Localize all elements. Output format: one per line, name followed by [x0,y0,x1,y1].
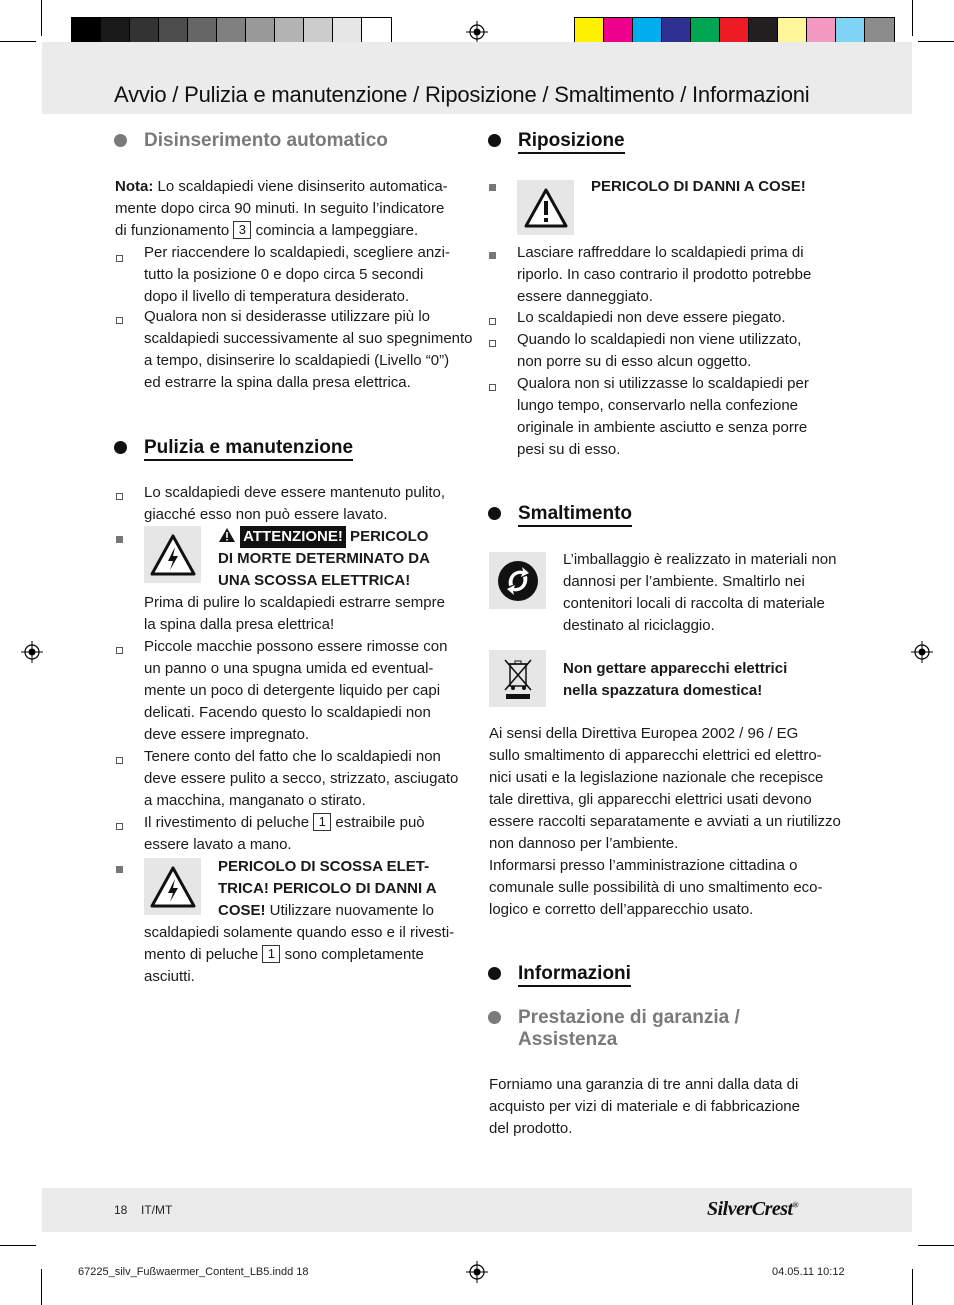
list-bullet [116,493,123,500]
heading-pulizia: Pulizia e manutenzione [144,437,353,459]
registration-mark-icon [466,21,488,43]
packaging-paragraph: L’imballaggio è realizzato in materiali non dannosi per l’ambiente. Smaltirlo nei contenitori locali di raccolta di materiale destinato al riciclaggio. [563,551,837,634]
page-title: Avvio / Pulizia e manutenzione / Riposizione / Smaltimento / Informazioni [114,82,810,107]
heading-smaltimento: Smaltimento [518,503,632,525]
crop-mark [912,0,913,36]
warning-triangle-icon [218,527,236,543]
brand-logo: SilverCrest® [707,1198,799,1220]
ref-number: 1 [262,945,280,963]
list-bullet-filled [116,866,123,873]
crop-mark [918,41,954,42]
crop-mark [41,0,42,36]
heading-disinserimento: Disinserimento automatico [144,130,388,152]
list-bullet [489,340,496,347]
warning-heading: PERICOLO DI SCOSSA ELET- TRICA! PERICOLO DI DANNI A COSE! Utilizzare nuovamente lo [218,858,437,919]
list-bullet [116,317,123,324]
crossed-bin-icon [489,650,546,707]
slug-filename: 67225_silv_Fußwaermer_Content_LB5.indd 18 [78,1266,309,1278]
weee-warning: Non gettare apparecchi elettrici nella spazzatura domestica! [563,660,788,699]
page-number: 18 [114,1203,128,1217]
crop-mark [41,1269,42,1305]
list-bullet-filled [489,252,496,259]
language-code: IT/MT [141,1203,173,1217]
list-bullet-filled [116,536,123,543]
list-bullet [116,757,123,764]
list-item: Per riaccendere lo scaldapiedi, scegliere anzi- tutto la posizione 0 e dopo circa 5 secondi dopo il livello di temperatura desiderato. [144,244,450,305]
green-dot-recycling-icon [489,552,546,609]
slug-datetime: 04.05.11 10:12 [772,1266,845,1278]
list-item: Piccole macchie possono essere rimosse con un panno o una spugna umida ed eventual- mente un poco di detergente liquido per capi delicati. Facendo questo lo scaldapiedi non deve essere impregnato. [144,638,448,743]
warning-body: scaldapiedi solamente quando esso e il rivesti- mento di peluche 1 sono completamente asciutti. [144,924,455,985]
heading-garanzia: Prestazione di garanzia / Assistenza [518,1007,740,1051]
list-item: Lo scaldapiedi deve essere mantenuto pulito, giacché esso non può essere lavato. [144,484,446,523]
list-item: Tenere conto del fatto che lo scaldapiedi non deve essere pulito a secco, strizzato, asciugato a macchina, manganato o stirato. [144,748,459,809]
electric-shock-icon [144,858,201,915]
ref-number: 3 [233,221,251,239]
electric-shock-icon [144,526,201,583]
heading-informazioni: Informazioni [518,963,631,985]
list-bullet [116,647,123,654]
heading-riposizione: Riposizione [518,130,625,152]
warning-triangle-icon [517,180,574,235]
list-item: Lasciare raffreddare lo scaldapiedi prima di riporlo. In caso contrario il prodotto potrebbe essere danneggiato. [517,244,812,305]
warning-heading: PERICOLO DI DANNI A COSE! [591,178,806,195]
list-bullet [116,255,123,262]
note-paragraph: Nota: Lo scaldapiedi viene disinserito automatica- mente dopo circa 90 minuti. In seguito l’indicatore di funzionamento 3 comincia a lampeggiare. [115,178,448,239]
registration-mark-icon [911,641,933,663]
registration-mark-icon [466,1261,488,1283]
warning-body: Prima di pulire lo scaldapiedi estrarre sempre la spina dalla presa elettrica! [144,594,445,633]
list-item: Lo scaldapiedi non deve essere piegato. [517,309,786,326]
crop-mark [912,1269,913,1305]
list-item: Il rivestimento di peluche 1 estraibile può essere lavato a mano. [144,814,425,853]
attention-label: ATTENZIONE! [240,526,346,548]
list-bullet-filled [489,184,496,191]
warning-heading: ATTENZIONE! PERICOLO DI MORTE DETERMINATO DA UNA SCOSSA ELETTRICA! [218,528,430,589]
list-item: Quando lo scaldapiedi non viene utilizzato, non porre su di esso alcun oggetto. [517,331,802,370]
list-bullet [116,823,123,830]
list-bullet [489,384,496,391]
list-bullet [489,318,496,325]
crop-mark [0,1245,36,1246]
list-item: Qualora non si desiderasse utilizzare più lo scaldapiedi successivamente al suo spegnimento a tempo, disinserire lo scaldapiedi (Livello “0”) ed estrarre la spina dalla presa elettrica. [144,308,473,391]
directive-paragraph: Ai sensi della Direttiva Europea 2002 / 96 / EG sullo smaltimento di apparecchi elettrici ed elettro- nici usati e la legislazione nazionale che recepisce tale direttiva, gli apparecchi elettrici usati devono essere raccolti separatamente e avviati a un riutilizzo non dannoso per l’ambiente. Informarsi presso l’amministrazione cittadina o comunale sulle possibilità di uno smaltimento eco- logico e corretto dell’apparecchio usato. [489,725,841,918]
warranty-paragraph: Forniamo una garanzia di tre anni dalla data di acquisto per vizi di materiale e di fabbricazione del prodotto. [489,1076,800,1137]
crop-mark [0,41,36,42]
crop-mark [918,1245,954,1246]
ref-number: 1 [313,813,331,831]
registration-mark-icon [21,641,43,663]
list-item: Qualora non si utilizzasse lo scaldapiedi per lungo tempo, conservarlo nella confezione originale in ambiente asciutto e senza porre pesi su di esso. [517,375,809,458]
